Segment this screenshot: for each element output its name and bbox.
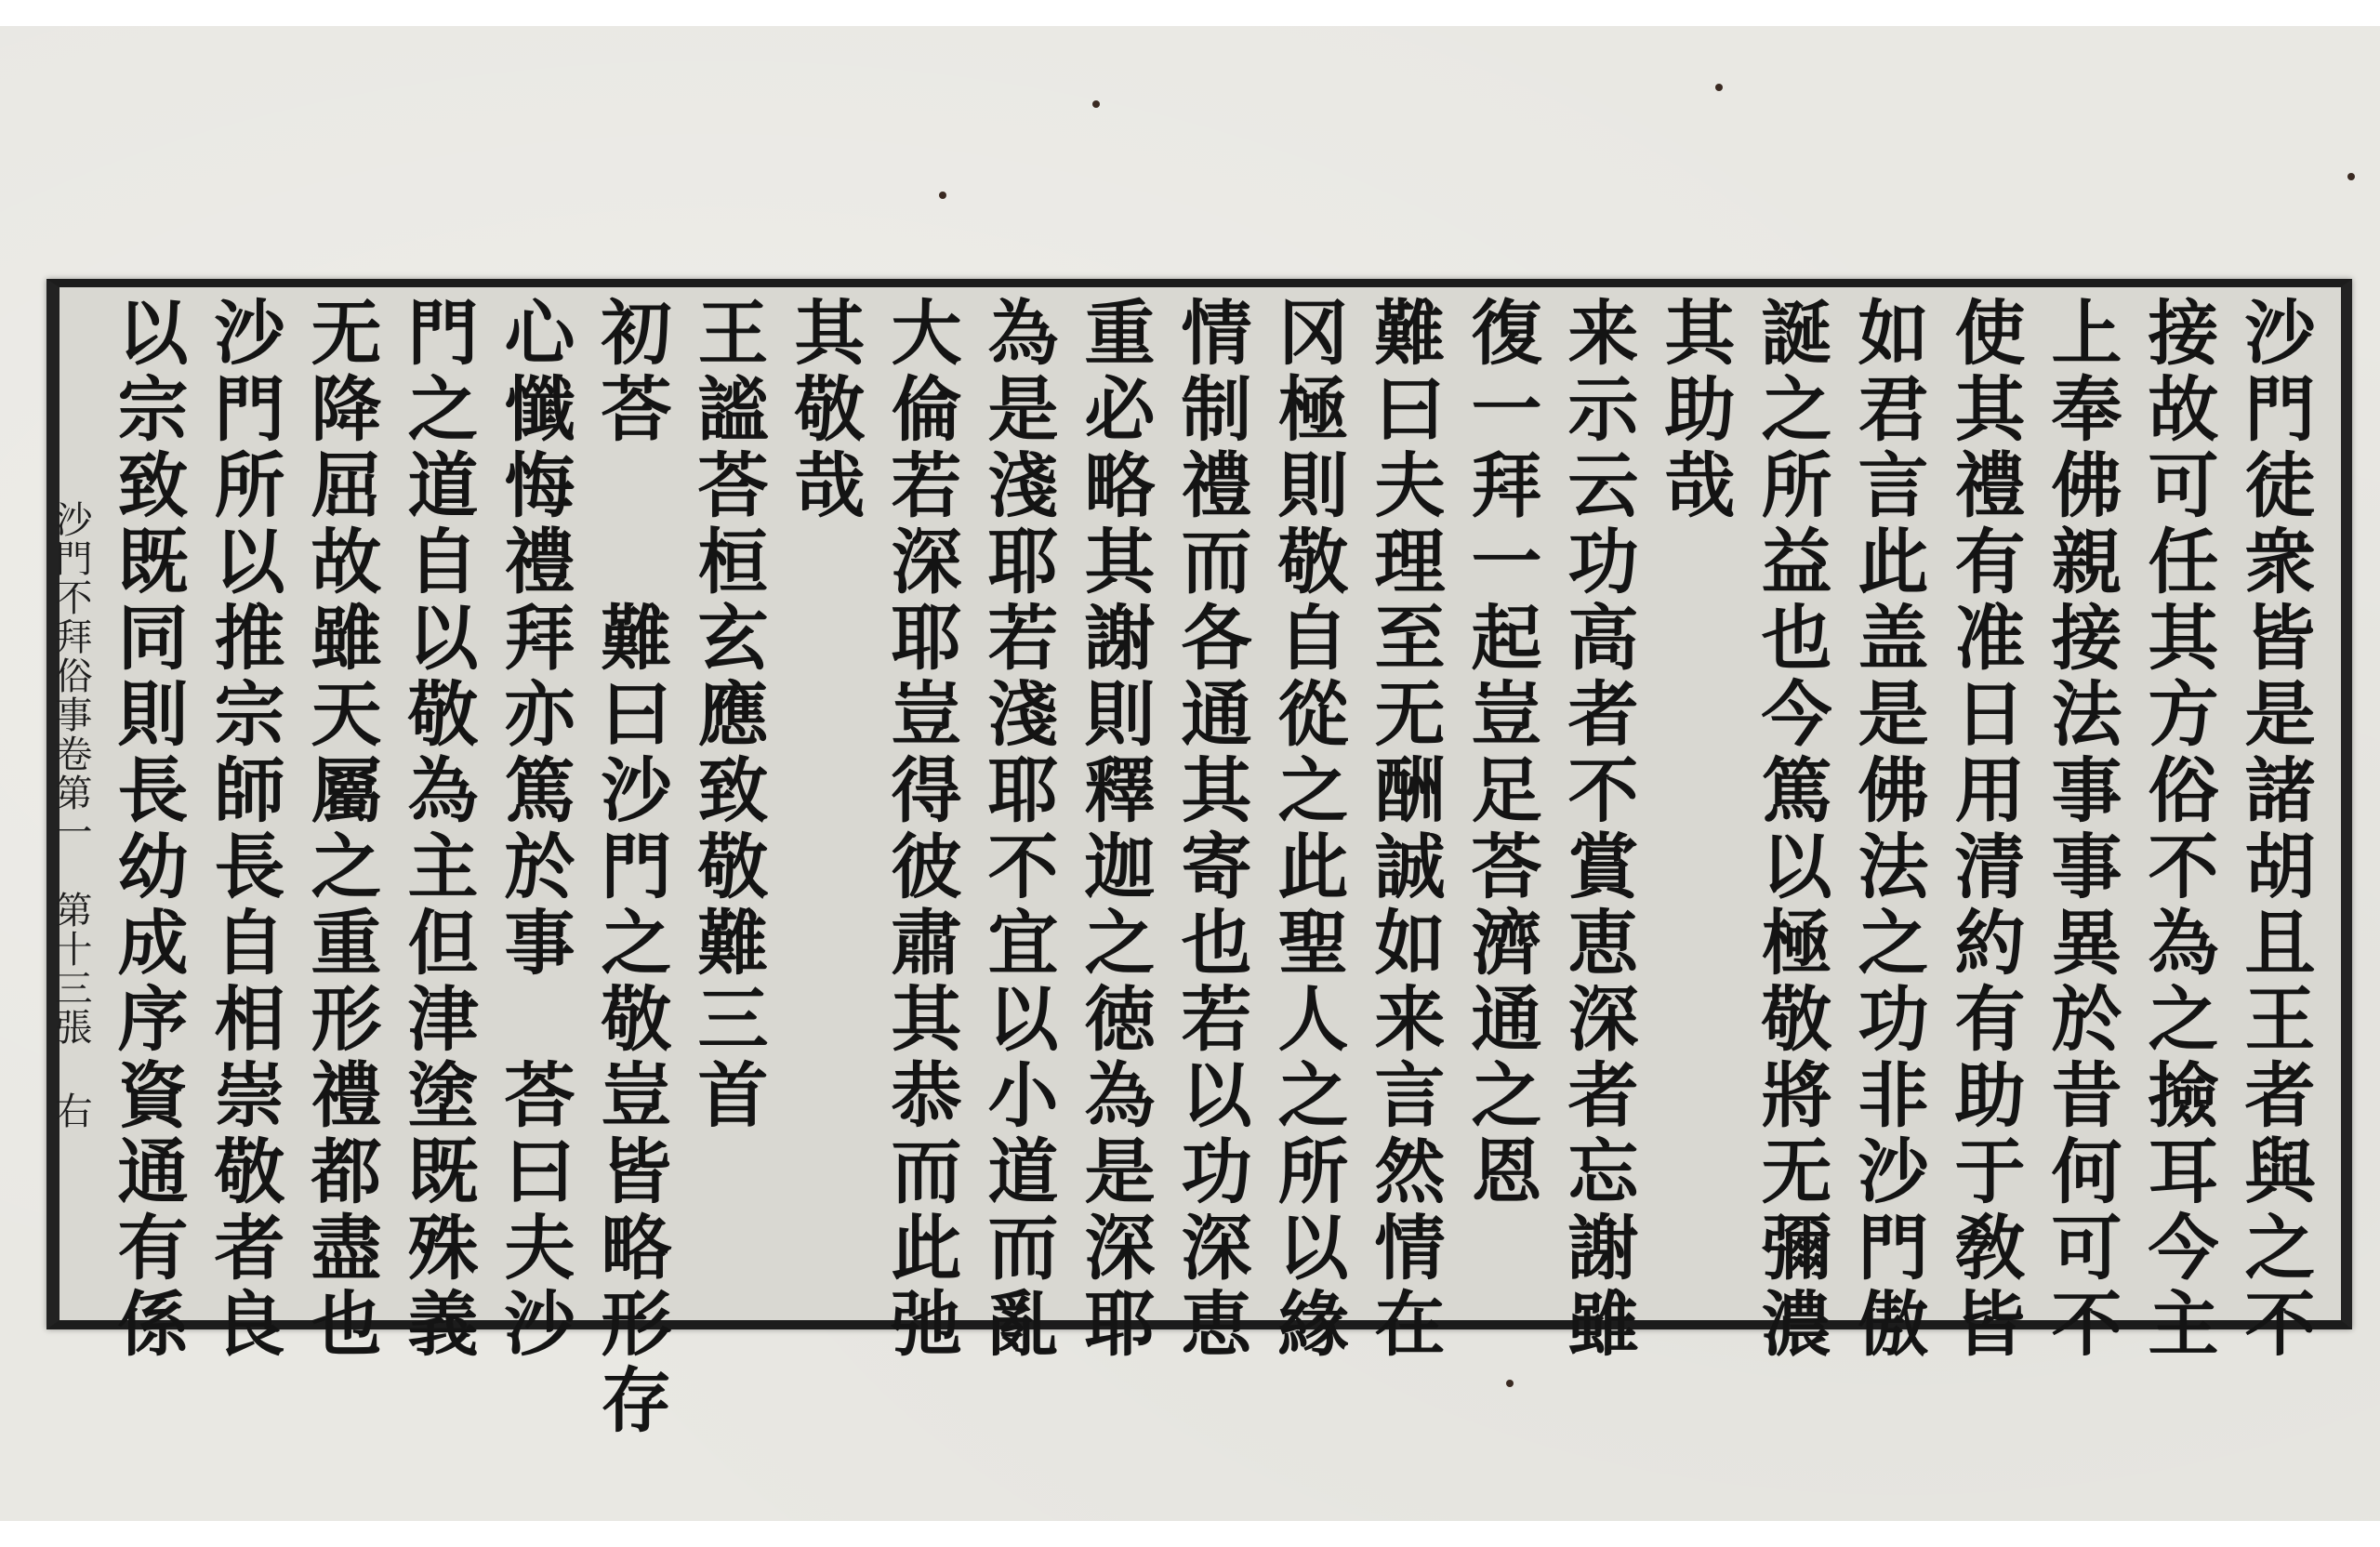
text-column: 為是淺耶若淺耶不宜以小道而亂 — [976, 296, 1059, 1363]
text-column: 情制禮而各通其寄也若以功深恵 — [1170, 296, 1252, 1363]
text-column: 其敬哉 — [783, 296, 866, 524]
ink-speck — [1506, 1380, 1514, 1387]
text-column: 无降屈故雖天屬之重形禮都盡也 — [299, 296, 382, 1363]
text-panel — [49, 296, 2334, 1439]
text-column: 上奉佛親接法事事異於昔何可不 — [2040, 296, 2122, 1363]
text-column: 来示云功高者不賞恵深者忘謝雖 — [1556, 296, 1639, 1363]
text-column: 大倫若深耶豈得彼肅其恭而此弛 — [879, 296, 962, 1363]
text-column: 以宗致既同則長幼成序資通有係 — [106, 296, 189, 1363]
ink-speck — [1092, 100, 1100, 108]
text-column: 復一拜一起豈足荅濟通之恩 — [1460, 296, 1542, 1210]
text-column: 誕之所益也今篤以極敬將无彌濃 — [1750, 296, 1832, 1363]
text-column: 重必略其謝則釋迦之徳為是深耶 — [1073, 296, 1156, 1363]
ink-speck — [2347, 173, 2355, 180]
text-column: 其助哉 — [1653, 296, 1736, 524]
text-column: 初荅 難曰沙門之敬豈皆略形存 — [589, 296, 672, 1439]
text-column: 冈極則敬自從之此聖人之所以緣 — [1266, 296, 1349, 1363]
text-column: 如君言此盖是佛法之功非沙門傲 — [1846, 296, 1929, 1363]
ink-speck — [1715, 84, 1723, 91]
margin-note: 沙門不拜俗事卷第一 第十三張 右 — [49, 500, 92, 1130]
text-column: 使其禮有准日用清約有助于敎皆 — [1943, 296, 2026, 1363]
text-column: 心懺悔禮拜亦篤於事 荅曰夫沙 — [493, 296, 575, 1363]
text-column: 沙門所以推宗師長自相崇敬者良 — [203, 296, 285, 1363]
text-column: 沙門徒衆皆是諸胡且王者與之不 — [2233, 296, 2316, 1363]
text-column: 門之道自以敬為主但津塗既殊義 — [396, 296, 479, 1363]
ink-speck — [939, 192, 946, 199]
text-column: 王謐荅桓玄應致敬難三首 — [686, 296, 769, 1134]
text-column: 接故可任其方俗不為之撿耳今主 — [2136, 296, 2219, 1363]
text-column: 難曰夫理至无酬誠如来言然情在 — [1363, 296, 1446, 1363]
